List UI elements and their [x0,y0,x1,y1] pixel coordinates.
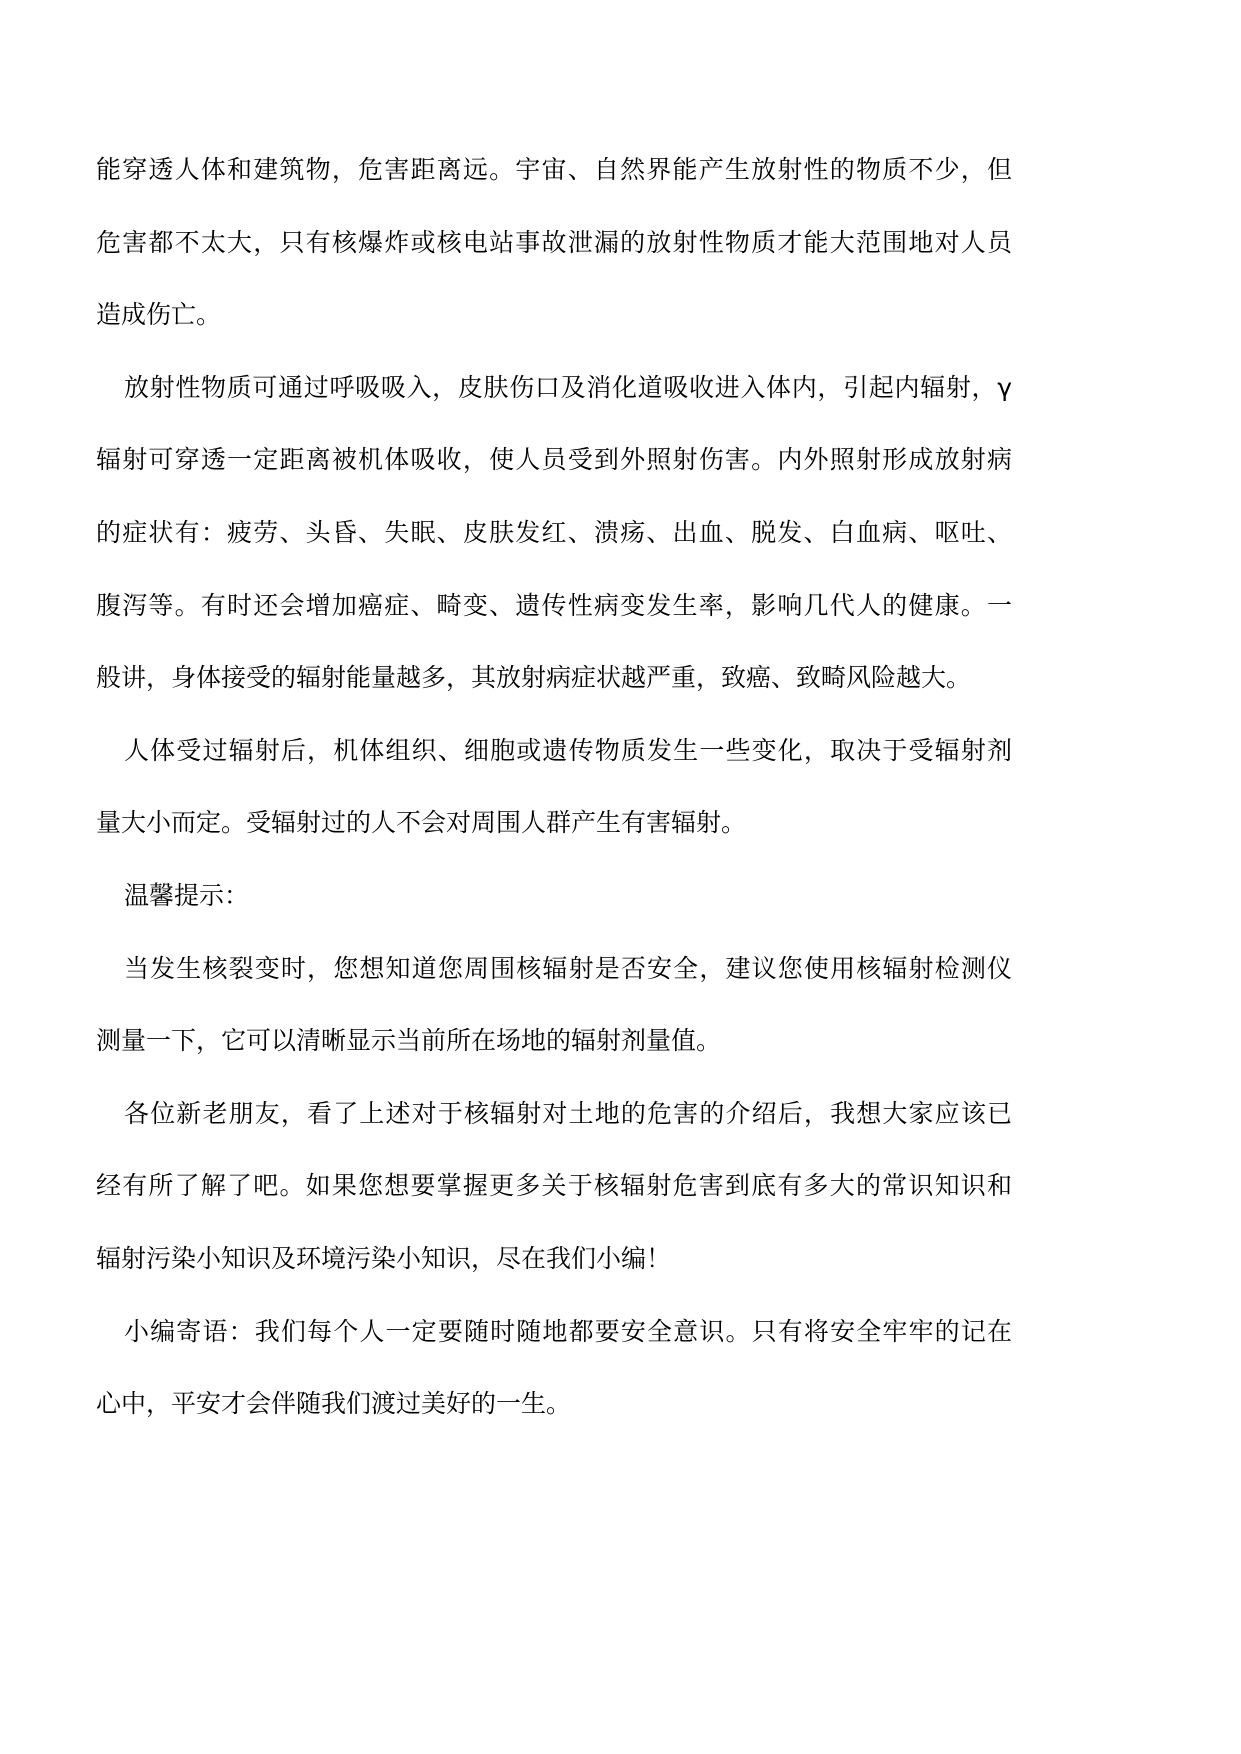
paragraph-closing-intro [96,1078,1012,1296]
tip-heading [96,860,1012,933]
text-line: 测量一下，它可以清晰显示当前所在场地的辐射剂量值。 [96,1026,722,1056]
text-line: 腹泻等。有时还会增加癌症、畸变、遗传性病变发生率，影响几代人的健康。一 [96,590,1012,620]
text-line: 危害都不太大，只有核爆炸或核电站事故泄漏的放射性物质才能大范围地对人员 [96,227,1012,257]
text-line: 造成伤亡。 [96,300,222,330]
text-line: 辐射污染小知识及环境污染小知识，尽在我们小编！ [96,1243,672,1273]
text-line: 小编寄语：我们每个人一定要随时随地都要安全意识。只有将安全牢牢的记在 [124,1316,1012,1346]
text-line: 的症状有：疲劳、头昏、失眠、皮肤发红、溃疡、出血、脱发、白血病、呕吐、 [96,517,1012,547]
paragraph-radiation-reach [96,134,1012,352]
text-line: 经有所了解了吧。如果您想要掌握更多关于核辐射危害到底有多大的常识知识和 [96,1171,1012,1201]
text-line: 量大小而定。受辐射过的人不会对周围人群产生有害辐射。 [96,808,747,838]
paragraph-editor-note [96,1296,1012,1441]
text-line: 当发生核裂变时，您想知道您周围核辐射是否安全，建议您使用核辐射检测仪 [124,953,1012,983]
text-line: 心中，平安才会伴随我们渡过美好的一生。 [96,1389,572,1419]
text-line: 各位新老朋友，看了上述对于核辐射对土地的危害的介绍后，我想大家应该已 [124,1098,1012,1128]
text-line: 能穿透人体和建筑物，危害距离远。宇宙、自然界能产生放射性的物质不少，但 [96,155,1012,184]
document-body [96,134,1012,1441]
paragraph-internal-external-radiation [96,352,1012,715]
paragraph-detector-advice [96,933,1012,1078]
text-line: 人体受过辐射后，机体组织、细胞或遗传物质发生一些变化，取决于受辐射剂 [124,735,1012,765]
paragraph-after-exposure [96,715,1012,860]
text-line: 辐射可穿透一定距离被机体吸收，使人员受到外照射伤害。内外照射形成放射病 [96,445,1012,475]
text-line: 般讲，身体接受的辐射能量越多，其放射病症状越严重，致癌、致畸风险越大。 [96,663,972,693]
text-line: 温馨提示： [124,880,250,910]
text-line: 放射性物质可通过呼吸吸入，皮肤伤口及消化道吸收进入体内，引起内辐射，γ [124,372,1012,402]
